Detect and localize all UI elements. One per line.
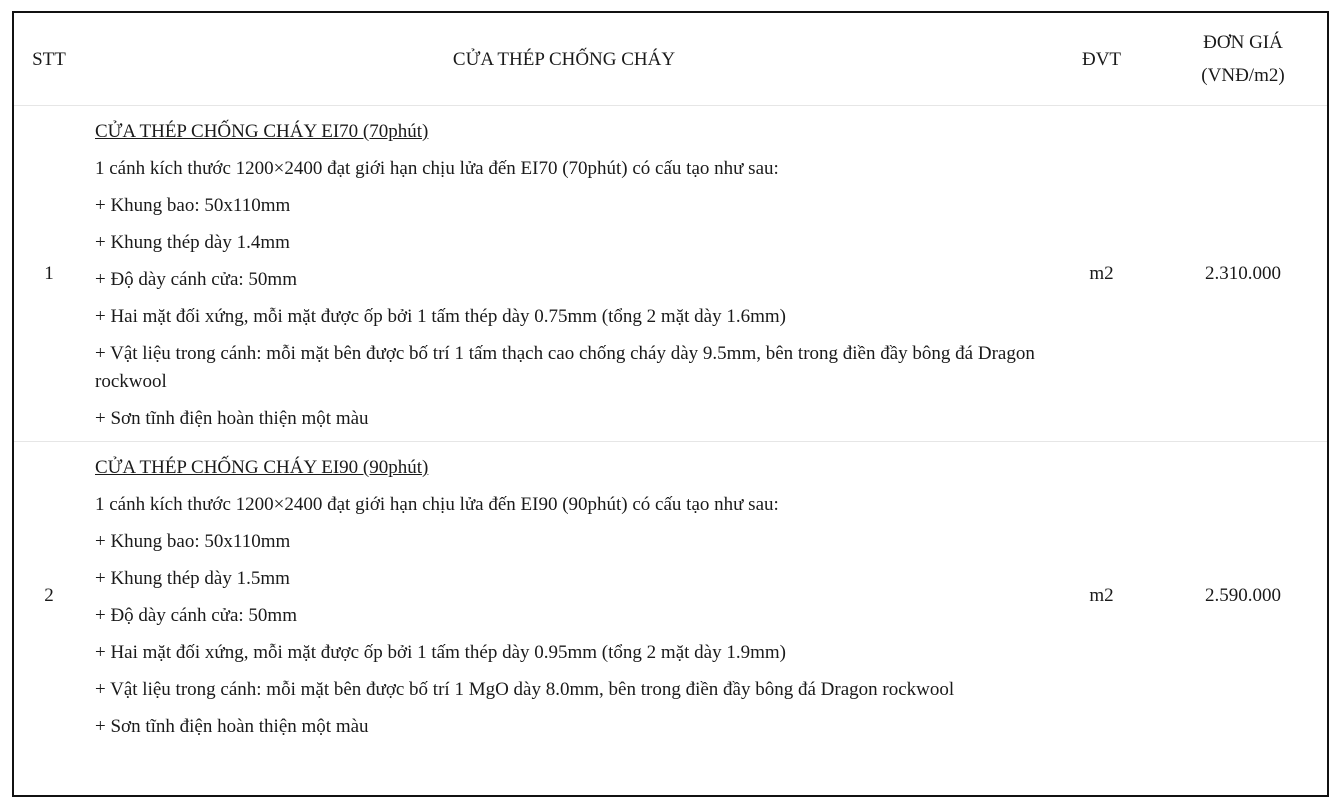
header-unit: ĐVT <box>1044 13 1159 106</box>
row-spec-line: 1 cánh kích thước 1200×2400 đạt giới hạn chịu lửa đến EI90 (90phút) có cấu tạo như sau: <box>95 494 779 515</box>
row-spec-line: + Khung bao: 50x110mm <box>95 531 291 552</box>
header-unit-price-label: ĐƠN GIÁ <box>1203 32 1283 53</box>
row-spec-line: + Sơn tĩnh điện hoàn thiện một màu <box>95 408 369 429</box>
price-table <box>14 13 1327 749</box>
table-header-row <box>14 13 1327 106</box>
header-product-name: CỬA THÉP CHỐNG CHÁY <box>84 13 1044 106</box>
row-spec-line: 1 cánh kích thước 1200×2400 đạt giới hạn chịu lửa đến EI70 (70phút) có cấu tạo như sau: <box>95 158 779 179</box>
row-unit: m2 <box>1089 584 1114 606</box>
table-row <box>14 442 1327 750</box>
header-unit-price <box>1159 13 1327 106</box>
row-spec-line: + Hai mặt đối xứng, mỗi mặt được ốp bởi 1 tấm thép dày 0.75mm (tổng 2 mặt dày 1.6mm) <box>95 306 786 327</box>
row-spec-line: + Độ dày cánh cửa: 50mm <box>95 605 297 626</box>
row-stt: 2 <box>44 584 54 606</box>
row-price: 2.590.000 <box>1205 584 1281 606</box>
row-spec-line: + Sơn tĩnh điện hoàn thiện một màu <box>95 716 369 737</box>
header-stt: STT <box>14 13 84 106</box>
row-unit: m2 <box>1044 106 1159 442</box>
row-spec-line: + Vật liệu trong cánh: mỗi mặt bên được bố trí 1 MgO dày 8.0mm, bên trong điền đầy bông đá Dragon rockwool <box>95 679 955 700</box>
row-spec-line: + Độ dày cánh cửa: 50mm <box>95 269 297 290</box>
row-description <box>84 106 1044 442</box>
row-title: CỬA THÉP CHỐNG CHÁY EI90 (90phút) <box>95 457 429 478</box>
header-unit-price-currency: (VNĐ/m2) <box>1201 65 1285 86</box>
table-row <box>14 106 1327 442</box>
row-spec-line: + Khung bao: 50x110mm <box>95 195 291 216</box>
row-description <box>84 442 1044 750</box>
row-stt: 1 <box>14 106 84 442</box>
row-spec-line: + Khung thép dày 1.4mm <box>95 232 290 253</box>
row-spec-line: + Vật liệu trong cánh: mỗi mặt bên được bố trí 1 tấm thạch cao chống cháy dày 9.5mm, bên trong điền đầy bông đá Dragon rockwool <box>95 343 1035 392</box>
row-spec-line: + Hai mặt đối xứng, mỗi mặt được ốp bởi 1 tấm thép dày 0.95mm (tổng 2 mặt dày 1.9mm) <box>95 642 786 663</box>
row-title: CỬA THÉP CHỐNG CHÁY EI70 (70phút) <box>95 121 429 142</box>
row-spec-line: + Khung thép dày 1.5mm <box>95 568 290 589</box>
row-price: 2.310.000 <box>1159 106 1327 442</box>
price-table-frame <box>12 11 1329 797</box>
